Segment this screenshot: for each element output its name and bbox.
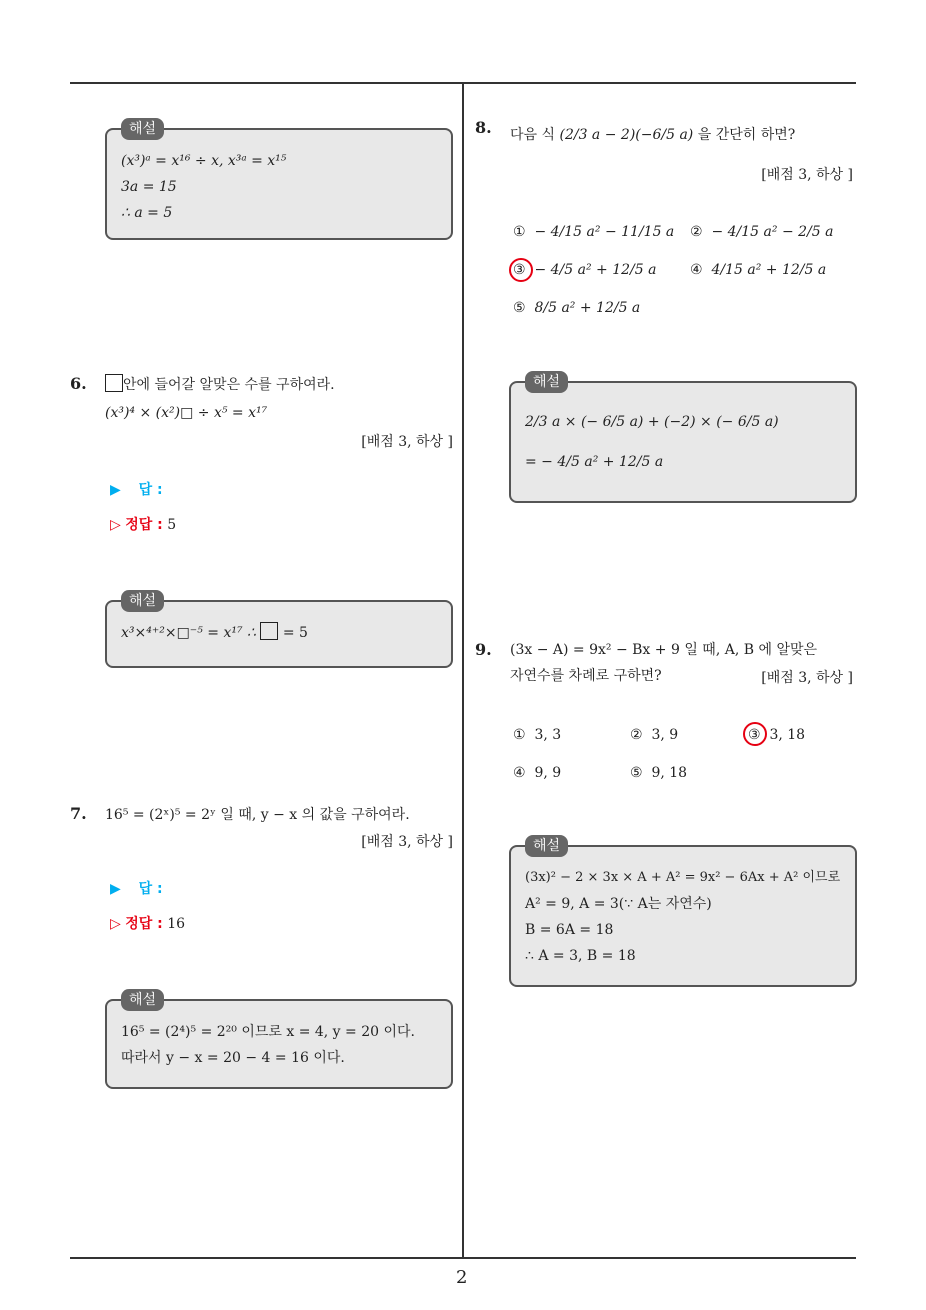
answer-label: 답 : [138, 881, 163, 897]
q7-text: 16⁵ = (2ˣ)⁵ = 2ʸ 일 때, y − x 의 값을 구하여라. [105, 807, 410, 823]
solution-line: B = 6A = 18 [525, 922, 614, 938]
outline-triangle-icon: ▷ [110, 517, 121, 533]
question-text [105, 372, 455, 398]
solution-tag: 해설 [121, 989, 164, 1011]
choice-2[interactable]: ② − 4/15 a² − 2/5 a [690, 224, 834, 240]
choice-3[interactable]: ③ 3, 18 [748, 727, 806, 743]
choice-3[interactable]: ③ − 4/5 a² + 12/5 a [513, 262, 657, 278]
solution-line: 2/3 a × (− 6/5 a) + (−2) × (− 6/5 a) [525, 414, 779, 430]
q8-solution-box [509, 374, 857, 503]
choice-4[interactable]: ④ 9, 9 [513, 765, 562, 781]
solution-line: A² = 9, A = 3(∵ A는 자연수) [525, 896, 712, 912]
solution-tag: 해설 [525, 835, 568, 857]
correct-value: 16 [167, 916, 186, 932]
question-number: 7. [70, 804, 87, 823]
correct-value: 5 [167, 517, 177, 533]
solution-line: 3a = 15 [121, 179, 177, 195]
selected-answer-circle-icon [743, 722, 767, 746]
solution-line: x³×⁴⁺²×□⁻⁵ = x¹⁷ ∴ = 5 [121, 620, 437, 646]
q7-score: [배점 3, 하상 ] [361, 834, 453, 850]
solution-line: 16⁵ = (2⁴)⁵ = 2²⁰ 이므로 x = 4, y = 20 이다. [121, 1024, 415, 1040]
q6-formula: (x³)⁴ × (x²)□ ÷ x⁵ = x¹⁷ [105, 405, 268, 421]
q9-text-line2: 자연수를 차례로 구하면? [510, 668, 662, 684]
question-number: 6. [70, 374, 87, 393]
q9-solution-box [509, 838, 857, 987]
blank-box-icon [260, 622, 278, 640]
correct-label: 정답 : [125, 517, 163, 533]
solution-tag: 해설 [121, 590, 164, 612]
q8-score: [배점 3, 하상 ] [761, 167, 853, 183]
column-divider [462, 82, 464, 1259]
solution-line: = − 4/5 a² + 12/5 a [525, 454, 664, 470]
solution-line: ∴ a = 5 [121, 205, 173, 221]
q6-text: 안에 들어갈 알맞은 수를 구하여라. [123, 377, 335, 393]
play-triangle-icon: ▶ [110, 482, 121, 498]
selected-answer-circle-icon [509, 258, 533, 282]
choice-2[interactable]: ② 3, 9 [630, 727, 679, 743]
choice-1[interactable]: ① − 4/15 a² − 11/15 a [513, 224, 675, 240]
question-number: 8. [475, 118, 492, 137]
q7-correct-line [110, 913, 185, 933]
q9-score: [배점 3, 하상 ] [761, 670, 853, 686]
solution-tag: 해설 [121, 118, 164, 140]
q9-text-line1: (3x − A) = 9x² − Bx + 9 일 때, A, B 에 알맞은 [510, 642, 818, 658]
play-triangle-icon: ▶ [110, 881, 121, 897]
outline-triangle-icon: ▷ [110, 916, 121, 932]
choice-5[interactable]: ⑤ 8/5 a² + 12/5 a [513, 300, 641, 316]
solution-line: 따라서 y − x = 20 − 4 = 16 이다. [121, 1050, 345, 1066]
q6-score: [배점 3, 하상 ] [361, 434, 453, 450]
choice-5[interactable]: ⑤ 9, 18 [630, 765, 688, 781]
q8-expression: (2/3 a − 2)(−6/5 a) [559, 127, 694, 143]
q6-answer-line[interactable] [110, 479, 163, 499]
q8-text: 다음 식 (2/3 a − 2)(−6/5 a) 을 간단히 하면? [510, 127, 796, 143]
solution-line: (3x)² − 2 × 3x × A + A² = 9x² − 6Ax + A² 이므로 [525, 870, 841, 885]
page-number: 2 [456, 1267, 468, 1288]
correct-label: 정답 : [125, 916, 163, 932]
choice-4[interactable]: ④ 4/15 a² + 12/5 a [690, 262, 827, 278]
question-number: 9. [475, 640, 492, 659]
q5-solution-box [105, 121, 453, 240]
solution-tag: 해설 [525, 371, 568, 393]
q7-solution-box [105, 992, 453, 1089]
q6-solution-box [105, 593, 453, 668]
q6-correct-line [110, 514, 176, 534]
q7-answer-line[interactable] [110, 878, 163, 898]
solution-line: ∴ A = 3, B = 18 [525, 948, 636, 964]
solution-line: (x³)ᵃ = x¹⁶ ÷ x, x³ᵃ = x¹⁵ [121, 153, 287, 169]
blank-box-icon [105, 374, 123, 392]
answer-label: 답 : [138, 482, 163, 498]
choice-1[interactable]: ① 3, 3 [513, 727, 562, 743]
